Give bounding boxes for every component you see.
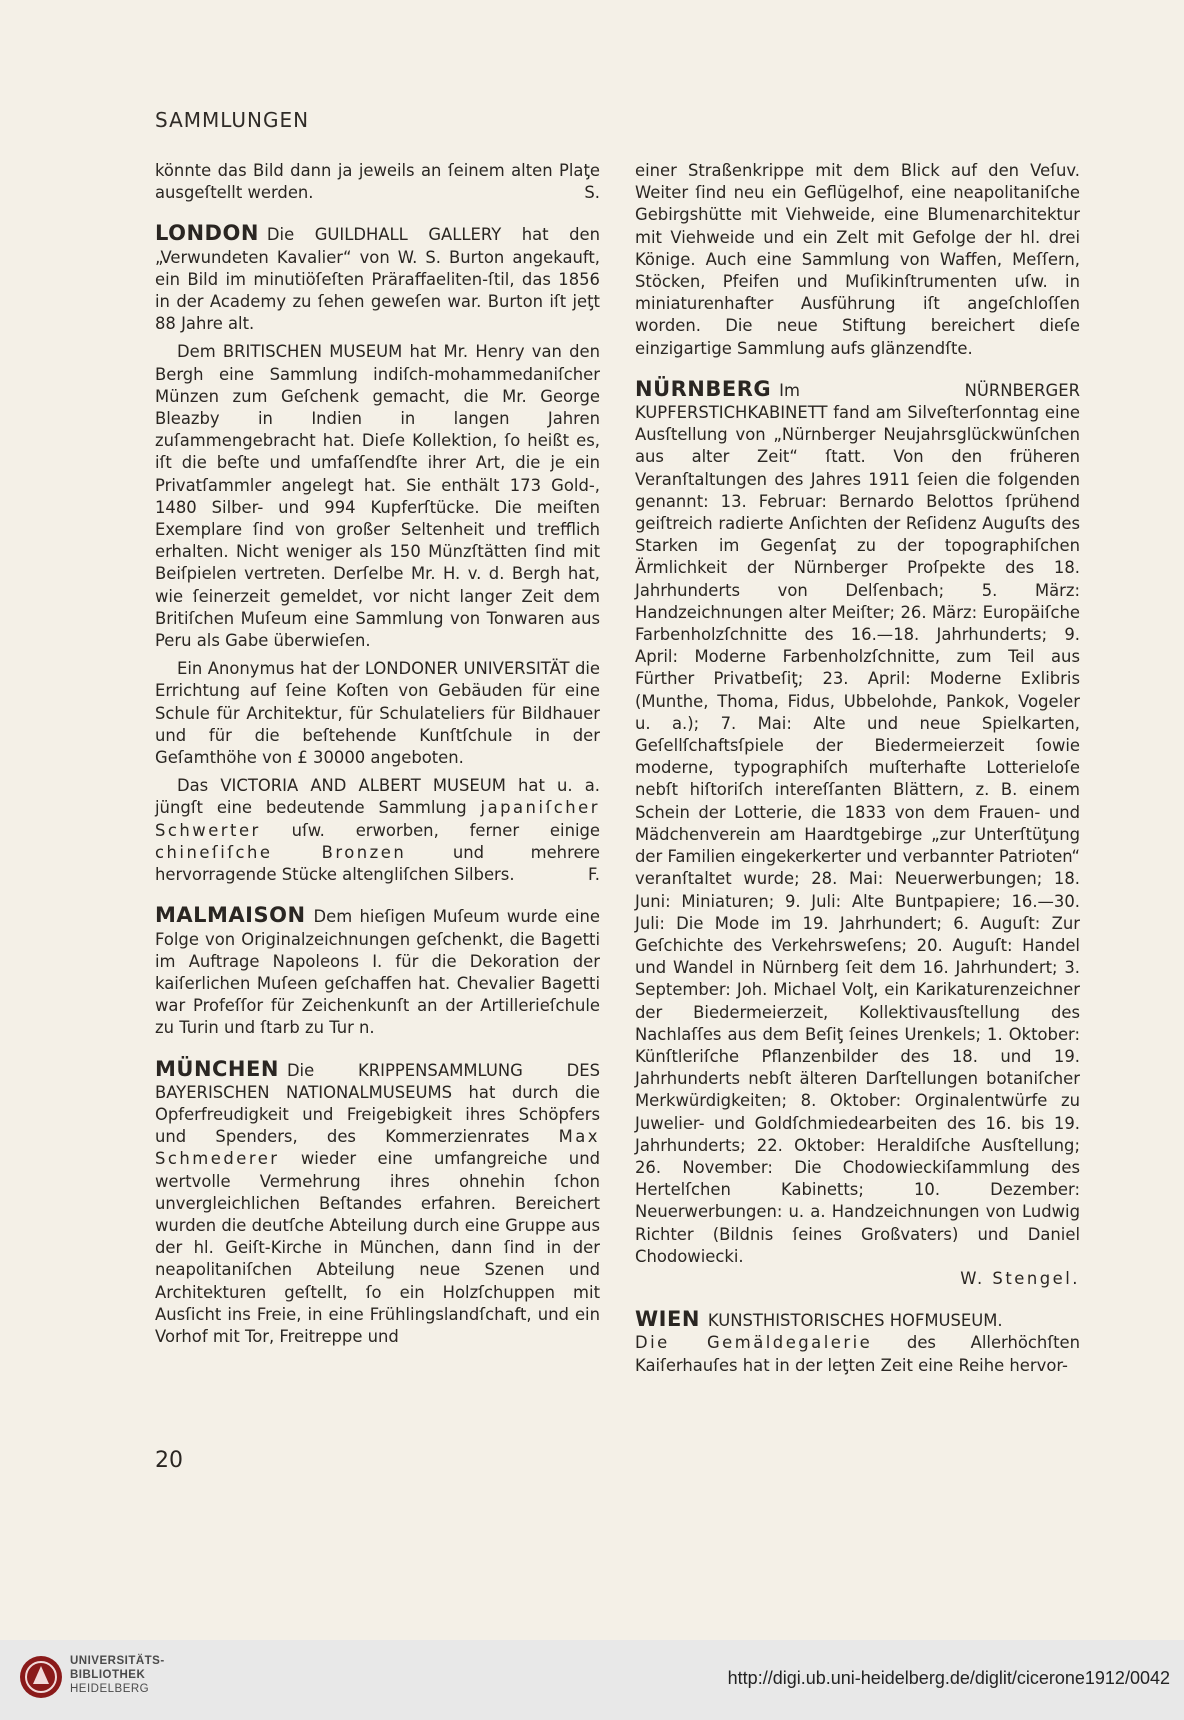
city-heading-wien: WIEN	[635, 1307, 700, 1332]
malmaison-paragraph: MALMAISON Dem hieſigen Muſeum wurde eine Folge von Originalzeichnungen geſchenkt, die Bagetti im Auftrage Napoleons I. für die Dekoration der kaiſerlichen Muſeen geſchaffen hat. Chevalier Bagetti war Profeſſor für Zeichenkunſt an der Artillerieſchule zu Turin und ſtarb zu Tur n.	[155, 903, 600, 1038]
london-paragraph-4: Das VICTORIA AND ALBERT MUSEUM hat u. a. jüngſt eine bedeutende Sammlung japaniſcher Schwerter uſw. erworben, ferner einige chineſiſche Bronzen und mehrere hervorragende Stücke altengliſchen Silbers. F.	[155, 775, 600, 886]
city-heading-malmaison: MALMAISON	[155, 903, 306, 928]
city-heading-muenchen: MÜNCHEN	[155, 1056, 279, 1081]
section-muenchen	[155, 1058, 600, 1349]
section-malmaison	[155, 904, 600, 1039]
spaced-text: Max Schmederer	[155, 1127, 600, 1169]
city-heading-nuernberg: NÜRNBERG	[635, 376, 772, 401]
city-heading-london: LONDON	[155, 221, 259, 246]
london-paragraph-1: LONDON Die GUILDHALL GALLERY hat den „Verwundeten Kavalier“ von W. S. Burton angekauft, ein Bild im minutiöſeſten Präraffaeliten-ſtil, das 1856 in der Academy zu ſehen geweſen war. Burton iſt jeƫt 88 Jahre alt.	[155, 221, 600, 334]
london-signature: F.	[587, 865, 600, 885]
spaced-text: japaniſcher Schwerter	[155, 798, 600, 840]
muenchen-paragraph: MÜNCHEN Die KRIPPENSAMMLUNG DES BAYERISCHEN NATIONALMUSEUMS hat durch die Opferfreudigkeit und Freigebigkeit ihres Schöpfers und Spenders, des Kommerzienrates Max Schmederer wieder eine umfangreiche und wertvolle Vermehrung ihres ohnehin ſchon unvergleichlichen Beſtandes erfahren. Bereichert wurden die deutſche Abteilung durch eine Gruppe aus der hl. Geiſt-Kirche in München, dann ſind in der neapolitaniſchen Abteilung neue Szenen und Architekturen geſtellt, ſo ein Holzſchuppen mit Ausſicht ins Freie, in eine Frühlingslandſchaft, und ein Vorhof mit Tor, Freitreppe und	[155, 1056, 600, 1346]
section-wien	[635, 1308, 1080, 1377]
footer-bar	[0, 1640, 1184, 1720]
page-number: 20	[155, 1448, 183, 1473]
spaced-text: Die Gemäldegalerie	[635, 1333, 873, 1353]
section-nuernberg	[635, 378, 1080, 1290]
wien-subheading: KUNSTHISTORISCHES HOFMUSEUM.	[707, 1311, 1003, 1331]
intro-signature: S.	[584, 183, 600, 203]
continuation-paragraph: einer Straßenkrippe mit dem Blick auf den Veſuv. Weiter ſind neu ein Geflügelhof, eine neapolitaniſche Gebirgshütte mit Viehweide, eine Blumenarchitektur mit Viehweide und ein Zelt mit Gefolge der hl. drei Könige. Auch eine Sammlung von Waffen, Meſſern, Stöcken, Pfeifen und Muſikinſtrumenten uſw. in miniaturenhafter Ausführung iſt angeſchloſſen worden. Die neue Stiftung bereichert dieſe einzigartige Sammlung aufs glänzendſte.	[635, 161, 1080, 358]
right-column	[635, 160, 1080, 1377]
library-name: UNIVERSITÄTS- BIBLIOTHEK HEIDELBERG	[70, 1655, 165, 1695]
running-head: SAMMLUNGEN	[155, 108, 310, 132]
left-column	[155, 160, 600, 1348]
university-seal-icon	[18, 1654, 64, 1700]
intro-paragraph: könnte das Bild dann ja jeweils an ſeinem alten Plaƫe ausgeſtellt werden. S.	[155, 160, 600, 204]
nuernberg-paragraph: NÜRNBERG Im NÜRNBERGER KUPFERSTICHKABINETT fand am Silveſterſonntag eine Ausſtellung von „Nürnberger Neujahrsglückwünſchen aus alter Zeit“ ſtatt. Von den früheren Veranſtaltungen des Jahres 1911 ſeien die folgenden genannt: 13. Februar: Bernardo Belottos ſprühend geiſtreich radierte Anſichten der Reſidenz Auguſts des Starken im Gegenſaƫ zu der topographiſchen Ärmlichkeit der Nürnberger Proſpekte des 18. Jahrhunderts von Delſenbach; 5. März: Handzeichnungen alter Meiſter; 26. März: Europäiſche Farbenholzſchnitte des 16.—18. Jahrhunderts; 9. April: Moderne Farbenholzſchnitte, zum Teil aus Fürther Privatbeſiƫ; 23. April: Moderne Exlibris (Munthe, Thoma, Fidus, Ubbelohde, Pankok, Vogeler u. a.); 7. Mai: Alte und neue Spielkarten, Geſellſchaftsſpiele der Biedermeierzeit ſowie moderne, typographiſch muſterhafte Lotterieloſe nebſt hiſtoriſch intereſſanten Blättern, z. B. einem Schein der Lotterie, die 1833 von dem Frauen- und Mädchenverein am Haardtgebirge „zur Unterſtüƫung der Familien eingekerkerter und verbannter Patrioten“ veranſtaltet wurde; 28. Mai: Neuerwerbungen; 18. Juni: Miniaturen; 9. Juli: Alte Buntpapiere; 16.—30. Juli: Die Mode im 19. Jahrhundert; 6. Auguſt: Zur Geſchichte des Verkehrsweſens; 20. Auguſt: Handel und Wandel in Nürnberg ſeit dem 16. Jahrhundert; 3. September: Joh. Michael Volƫ, ein Karikaturenzeichner der Biedermeierzeit, Kollektivausſtellung des Nachlaſſes aus dem Beſiƫ ſeines Urenkels; 1. Oktober: Künſtleriſche Pflanzenbilder des 18. und 19. Jahrhunderts nebſt älteren Darſtellungen botaniſcher Merkwürdigkeiten; 8. Oktober: Orginalentwürfe zu Juwelier- und Goldſchmiedearbeiten des 16. bis 19. Jahrhunderts; 22. Oktober: Heraldiſche Ausſtellung; 26. November: Die Chodowieckiſammlung des Hertelſchen Kabinetts; 10. Dezember: Neuerwerbungen: u. a. Handzeichnungen von Ludwig Richter (Bildnis ſeines Großvaters) und Daniel Chodowiecki.	[635, 376, 1080, 1266]
nuernberg-signature: W. Stengel.	[960, 1268, 1080, 1288]
source-url-link[interactable]: http://digi.ub.uni-heidelberg.de/diglit/cicerone1912/0042	[727, 1668, 1170, 1688]
london-paragraph-3: Ein Anonymus hat der LONDONER UNIVERSITÄT die Errichtung auf ſeine Koſten von Gebäuden für eine Schule für Architektur, für Schulateliers für Bildhauer und für die beſtehende Kunſtſchule in der Geſamthöhe von £ 30000 angeboten.	[155, 659, 600, 768]
wien-paragraph: WIEN KUNSTHISTORISCHES HOFMUSEUM. Die Gemäldegalerie des Allerhöchſten Kaiſerhauſes hat in der leƫten Zeit eine Reihe hervor-	[635, 1307, 1080, 1375]
spaced-text: chineſiſche Bronzen	[155, 842, 407, 862]
london-paragraph-2: Dem BRITISCHEN MUSEUM hat Mr. Henry van den Bergh eine Sammlung indiſch-mohammedaniſcher Münzen zum Geſchenk gemacht, die Mr. George Bleazby in Indien in langen Jahren zuſammengebracht hat. Dieſe Kollektion, ſo heißt es, iſt die beſte und umfaſſendſte ihrer Art, die je ein Privatſammler angelegt hat. Sie enthält 173 Gold-, 1480 Silber- und 994 Kupferſtücke. Die meiſten Exemplare ſind von großer Seltenheit und trefflich erhalten. Nicht weniger als 150 Münzſtätten ſind mit Beiſpielen vertreten. Derſelbe Mr. H. v. d. Bergh hat, wie ſeinerzeit gemeldet, vor nicht langer Zeit dem Britiſchen Muſeum eine Sammlung von Tonwaren aus Peru als Gabe überwieſen.	[155, 342, 600, 651]
section-london	[155, 222, 600, 886]
